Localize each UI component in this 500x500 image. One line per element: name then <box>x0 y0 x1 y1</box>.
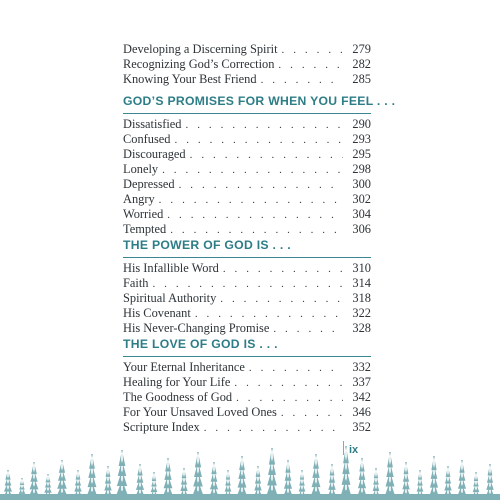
dot-leader <box>234 376 343 391</box>
toc-entry-label: For Your Unsaved Loved Ones <box>123 405 277 419</box>
toc-entry-page: 304 <box>352 207 371 221</box>
section-heading: GOD’S PROMISES FOR WHEN YOU FEEL . . . <box>123 94 396 108</box>
toc-entry-label: Knowing Your Best Friend <box>123 72 257 86</box>
toc-entry <box>123 132 371 147</box>
section-divider <box>123 356 371 357</box>
toc-entry-page: 318 <box>352 291 371 305</box>
toc-entry-page: 328 <box>352 321 371 335</box>
toc-entry-page: 306 <box>352 222 371 236</box>
toc-entry-label: Angry <box>123 192 155 206</box>
dot-leader <box>204 421 343 436</box>
dot-leader <box>249 361 343 376</box>
dot-leader <box>195 307 343 322</box>
toc-entry <box>123 390 371 405</box>
toc-section-power <box>123 238 371 336</box>
dot-leader <box>152 277 343 292</box>
toc-entry-label: Confused <box>123 132 171 146</box>
dot-leader <box>170 223 343 238</box>
dot-leader <box>179 178 343 193</box>
tree-ground <box>0 494 500 500</box>
toc-entry-label: Tempted <box>123 222 167 236</box>
dot-leader <box>236 391 343 406</box>
toc-entry-page: 279 <box>352 42 371 56</box>
toc-entry-page: 298 <box>352 162 371 176</box>
toc-entry-label: Faith <box>123 276 149 290</box>
toc-entry-page: 300 <box>352 177 371 191</box>
toc-entry <box>123 276 371 291</box>
section-heading: THE LOVE OF GOD IS . . . <box>123 337 278 351</box>
toc-entry <box>123 306 371 321</box>
toc-entry <box>123 405 371 420</box>
toc-entry-label: Worried <box>123 207 164 221</box>
toc-entry-page: 290 <box>352 117 371 131</box>
toc-entry-page: 285 <box>352 72 371 86</box>
toc-entry-page: 295 <box>352 147 371 161</box>
toc-entry <box>123 261 371 276</box>
toc-entry-label: The Goodness of God <box>123 390 233 404</box>
tree-silhouettes <box>0 446 495 500</box>
toc-entry <box>123 375 371 390</box>
toc-entry-label: His Covenant <box>123 306 191 320</box>
toc-entry-page: 310 <box>352 261 371 275</box>
toc-entry-label: Your Eternal Inheritance <box>123 360 245 374</box>
folio-divider <box>343 441 344 455</box>
toc-entry <box>123 420 371 435</box>
toc-entry <box>123 222 371 237</box>
toc-section-feelings <box>123 94 396 237</box>
toc-entry <box>123 207 371 222</box>
dot-leader <box>159 193 343 208</box>
toc-entry-label: Recognizing God’s Correction <box>123 57 275 71</box>
toc-entry <box>123 42 371 57</box>
toc-entry <box>123 291 371 306</box>
toc-entry <box>123 72 371 87</box>
toc-entry-label: Spiritual Authority <box>123 291 217 305</box>
toc-entry-page: 282 <box>352 57 371 71</box>
toc-entry-page: 322 <box>352 306 371 320</box>
section-heading: THE POWER OF GOD IS . . . <box>123 238 291 252</box>
toc-entry <box>123 147 371 162</box>
dot-leader <box>273 322 343 337</box>
dot-leader <box>190 148 343 163</box>
toc-entry-label: Lonely <box>123 162 159 176</box>
dot-leader <box>223 262 343 277</box>
pine-trees-illustration <box>0 440 500 500</box>
toc-entry-page: 332 <box>352 360 371 374</box>
dot-leader <box>175 133 344 148</box>
toc-entry-label: Discouraged <box>123 147 186 161</box>
toc-entry-label: His Never-Changing Promise <box>123 321 270 335</box>
toc-entry-page: 352 <box>352 420 371 434</box>
toc-entry-page: 314 <box>352 276 371 290</box>
page-number: ix <box>349 444 359 456</box>
toc-entry <box>123 177 371 192</box>
toc-entry <box>123 57 371 72</box>
toc-entry-label: Scripture Index <box>123 420 200 434</box>
dot-leader <box>281 406 343 421</box>
toc-entry-label: Developing a Discerning Spirit <box>123 42 278 56</box>
section-divider <box>123 257 371 258</box>
toc-entry-label: Dissatisfied <box>123 117 182 131</box>
toc-entry <box>123 360 371 375</box>
dot-leader <box>220 292 343 307</box>
toc-entry-page: 302 <box>352 192 371 206</box>
dot-leader <box>186 118 343 133</box>
toc-entry-page: 346 <box>352 405 371 419</box>
toc-entry <box>123 162 371 177</box>
toc-entry-label: Depressed <box>123 177 175 191</box>
dot-leader <box>167 208 343 223</box>
dot-leader <box>282 43 343 58</box>
toc-entry <box>123 321 371 336</box>
section-divider <box>123 113 371 114</box>
toc-entry-page: 337 <box>352 375 371 389</box>
toc-top-entries <box>123 42 371 87</box>
dot-leader <box>162 163 343 178</box>
dot-leader <box>261 73 343 88</box>
dot-leader <box>278 58 343 73</box>
toc-entry <box>123 117 371 132</box>
toc-entry-label: His Infallible Word <box>123 261 219 275</box>
toc-section-love <box>123 337 371 420</box>
toc-entry-page: 293 <box>352 132 371 146</box>
toc-entry-page: 342 <box>352 390 371 404</box>
toc-entry-label: Healing for Your Life <box>123 375 231 389</box>
toc-final-entry <box>123 420 371 435</box>
toc-entry <box>123 192 371 207</box>
